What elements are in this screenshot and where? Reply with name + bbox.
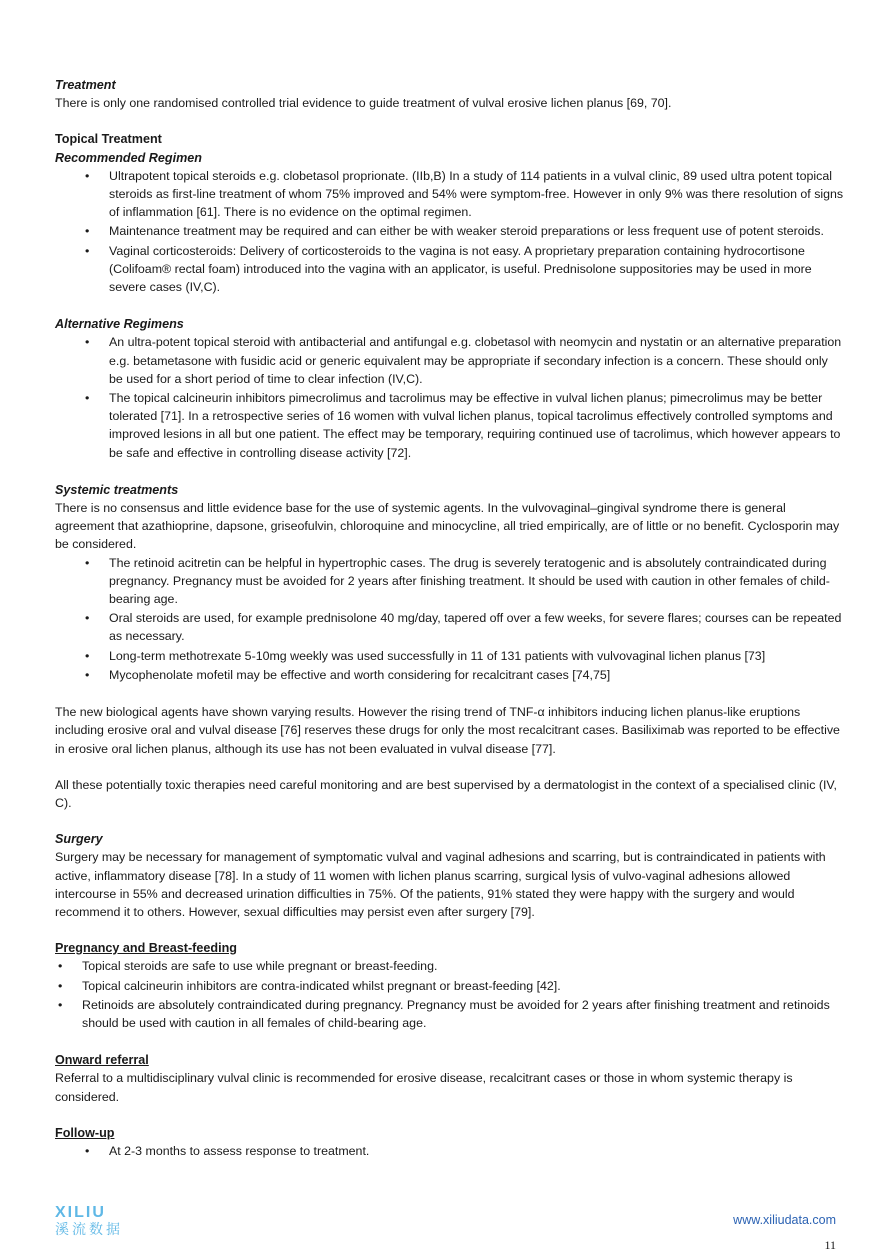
treatment-heading: Treatment (55, 78, 116, 92)
footer-url[interactable]: www.xiliudata.com (733, 1213, 836, 1227)
document-body (55, 76, 845, 1161)
list-item: • Vaginal corticosteroids: Delivery of corticosteroids to the vagina is not easy. A proprietary preparation containing hydrocortisone (Colifoam® rectal foam) introduced into the vagina with an applicator, is useful. Prednisolone suppositories may be used in more severe cases (IV,C). (55, 242, 845, 297)
list-item: • Topical steroids are safe to use while pregnant or breast-feeding. (55, 957, 845, 975)
list-item: • The retinoid acitretin can be helpful in hypertrophic cases. The drug is severely teratogenic and is absolutely contraindicated during pregnancy. Pregnancy must be avoided for 2 years after finishing treatment. It should be used with caution in other females of child-bearing age. (55, 554, 845, 609)
biologics-paragraph: The new biological agents have shown varying results. However the rising trend of TNF-α inhibitors inducing lichen planus-like eruptions including erosive oral and vulval disease [76] reserves these drugs for only the most recalcitrant cases. Basiliximab was reported to be effective in erosive oral lichen planus, although its use has not been evaluated in vulval disease [77]. (55, 705, 840, 756)
list-item: • Topical calcineurin inhibitors are contra-indicated whilst pregnant or breast-feeding [42]. (55, 977, 845, 995)
list-item: • Long-term methotrexate 5-10mg weekly was used successfully in 11 of 131 patients with vulvovaginal lichen planus [73] (55, 647, 845, 665)
recommended-heading: Recommended Regimen (55, 150, 202, 165)
systemic-intro: There is no consensus and little evidence base for the use of systemic agents. In the vulvovaginal–gingival syndrome there is general agreement that azathioprine, dapsone, griseofulvin, chloroquine and minocycline, all tried empirically, are of little or no benefit. Cyclosporin may be considered. (55, 501, 840, 552)
treatment-intro: There is only one randomised controlled trial evidence to guide treatment of vulval erosive lichen planus [69, 70]. (55, 96, 672, 111)
list-item: • An ultra-potent topical steroid with antibacterial and antifungal e.g. clobetasol with neomycin and nystatin or an alternative preparation e.g. betametasone with fusidic acid or generic equivalent may be appropriate if secondary infection is a concern. These should only be used for a short period of time to clear infection (IV,C). (55, 333, 845, 388)
referral-paragraph: Referral to a multidisciplinary vulval clinic is recommended for erosive disease, recalcitrant cases or those in whom systemic therapy is considered. (55, 1071, 793, 1104)
systemic-list (55, 554, 845, 684)
list-item: • At 2-3 months to assess response to treatment. (55, 1142, 845, 1160)
list-item: • Oral steroids are used, for example prednisolone 40 mg/day, tapered off over a few weeks, for severe flares; courses can be repeated as necessary. (55, 609, 845, 645)
monitoring-paragraph: All these potentially toxic therapies need careful monitoring and are best supervised by a dermatologist in the context of a specialised clinic (IV, C). (55, 777, 837, 810)
followup-heading: Follow-up (55, 1125, 115, 1140)
alternative-heading: Alternative Regimens (55, 317, 184, 332)
list-item: • The topical calcineurin inhibitors pimecrolimus and tacrolimus may be effective in vulval lichen planus; pimecrolimus may be better tolerated [71]. In a retrospective series of 16 women with vulval lichen planus, topical tacrolimus effectively controlled symptoms and improved lesions in all but one patient. The effect may be temporary, requiring continued use of tacrolimus, which however appears to be safe and effective in controlling disease activity [72]. (55, 389, 845, 462)
systemic-heading: Systemic treatments (55, 482, 179, 497)
recommended-list (55, 167, 845, 296)
list-item: • Mycophenolate mofetil may be effective and worth considering for recalcitrant cases [74,75] (55, 666, 845, 684)
page-number: 11 (824, 1238, 836, 1252)
xiliu-logo-icon (55, 1202, 145, 1236)
list-item: • Retinoids are absolutely contraindicated during pregnancy. Pregnancy must be avoided for 2 years after finishing treatment and retinoids should be used with caution in all females of child-bearing age. (55, 996, 845, 1032)
followup-list (55, 1142, 845, 1160)
alternative-list (55, 333, 845, 461)
surgery-paragraph: Surgery may be necessary for management of symptomatic vulval and vaginal adhesions and scarring, but is contraindicated in patients with active, inflammatory disease [78]. In a study of 11 women with lichen planus scarring, surgical lysis of vulvo-vaginal adhesions allowed intercourse in 55% and decreased urination difficulties in 75%. Of the patients, 91% stated they were happy with the surgery and would recommend it to others. However, sexual difficulties may persist even after surgery [79]. (55, 850, 826, 919)
logo-wordmark: XILIU (55, 1204, 106, 1221)
surgery-heading: Surgery (55, 832, 103, 847)
list-item: • Ultrapotent topical steroids e.g. clobetasol proprionate. (IIb,B) In a study of 114 patients in a vulval clinic, 89 used ultra potent topical steroids as first-line treatment of whom 75% improved and 54% were symptom-free. However in only 9% was there resolution of signs of inflammation [61]. There is no evidence on the optimal regimen. (55, 167, 845, 222)
logo-chinese: 溪流数据 (55, 1222, 123, 1236)
topical-heading: Topical Treatment (55, 132, 162, 147)
referral-heading: Onward referral (55, 1053, 149, 1068)
xiliu-logo (55, 1202, 145, 1236)
pregnancy-heading: Pregnancy and Breast-feeding (55, 941, 237, 956)
list-item: • Maintenance treatment may be required and can either be with weaker steroid preparations or less frequent use of potent steroids. (55, 222, 845, 240)
pregnancy-list (55, 957, 845, 1032)
